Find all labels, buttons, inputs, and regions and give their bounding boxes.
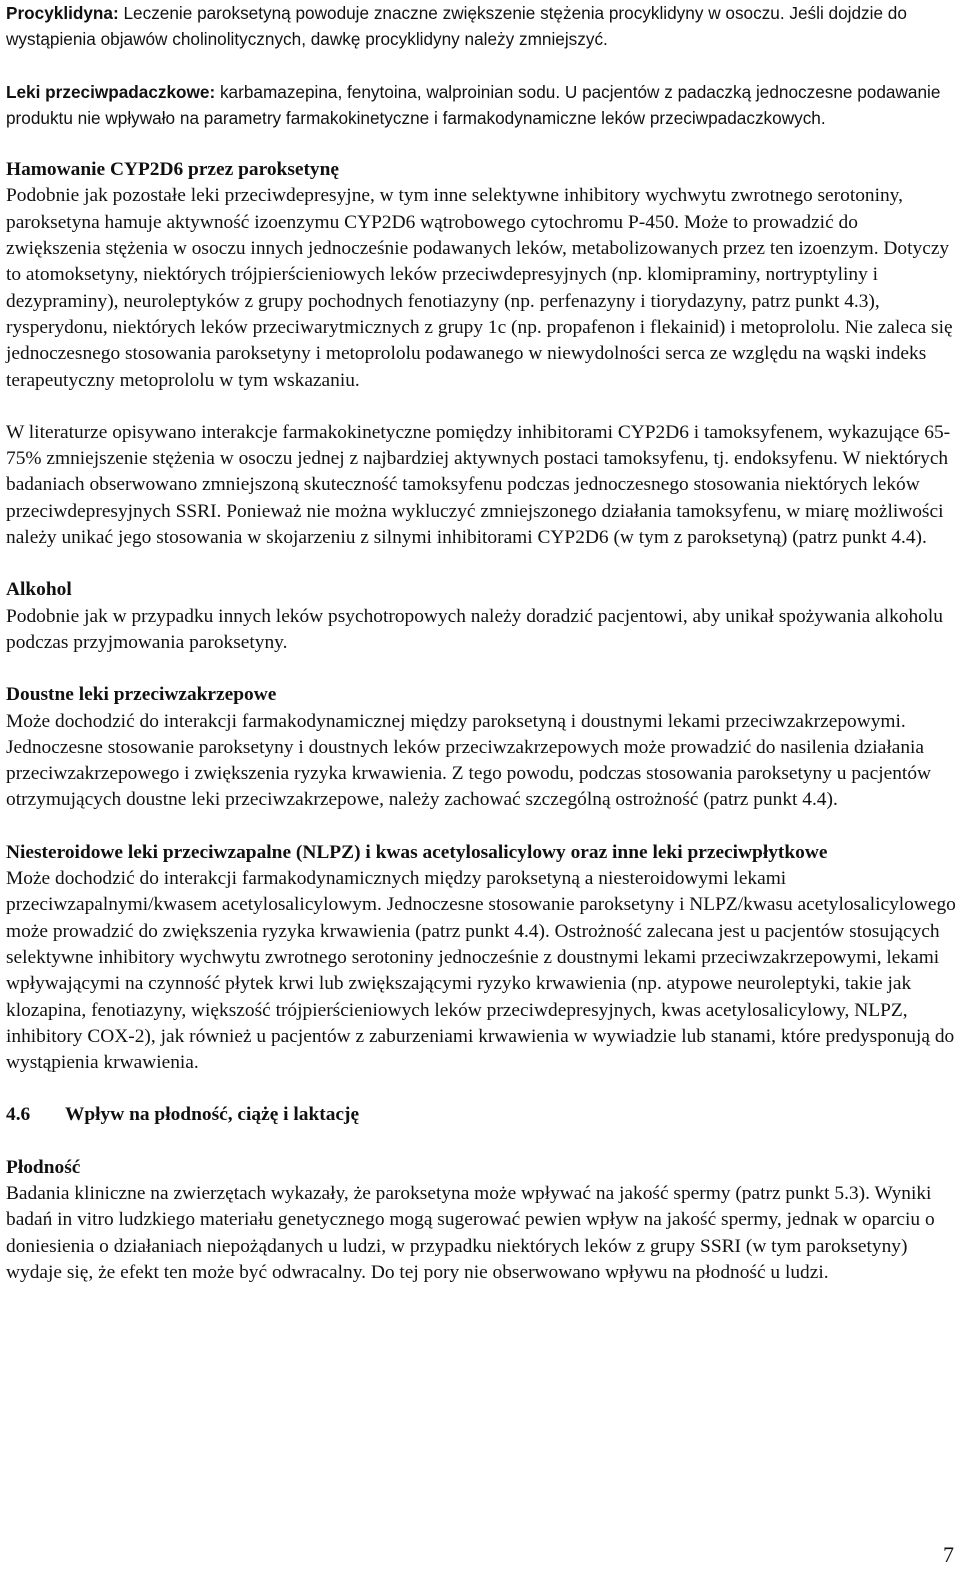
antiepileptic-label: Leki przeciwpadaczkowe: bbox=[6, 81, 216, 102]
procyklidyna-label: Procyklidyna: bbox=[6, 3, 119, 23]
procyklidyna-paragraph bbox=[6, 0, 956, 53]
antiepileptic-paragraph bbox=[6, 79, 956, 132]
procyklidyna-text: Leczenie paroksetyną powoduje znaczne zwiększenie stężenia procyklidyny w osoczu. Jeśli dojdzie do wystąpienia objawów cholinolitycznych, dawkę procyklidyny należy zmniejszyć. bbox=[6, 3, 907, 50]
tamoxifen-text: W literaturze opisywano interakcje farmakokinetyczne pomiędzy inhibitorami CYP2D6 i tamoksyfenem, wykazujące 65-75% zmniejszenie stężenia w osoczu jednej z najbardziej aktywnych postaci tamoksyfenu, tj. endoksyfenu. W niektórych badaniach obserwowano zmniejszoną skuteczność tamoksyfenu podczas jednoczesnego stosowania niektórych leków przeciwdepresyjnych SSRI. Ponieważ nie można wykluczyć zmniejszonego działania tamoksyfenu, w miarę możliwości należy unikać jego stosowania w skojarzeniu z silnymi inhibitorami CYP2D6 (w tym z paroksetyną) (patrz punkt 4.4). bbox=[6, 421, 951, 549]
alcohol-text: Podobnie jak w przypadku innych leków psychotropowych należy doradzić pacjentowi, aby unikał spożywania alkoholu podczas przyjmowania paroksetyny. bbox=[6, 605, 943, 653]
section-number: 4.6 bbox=[6, 1104, 31, 1126]
cyp2d6-heading: Hamowanie CYP2D6 przez paroksetynę bbox=[6, 159, 340, 181]
nsaid-text: Może dochodzić do interakcji farmakodynamicznych między paroksetyną a niesteroidowymi lekami przeciwzapalnymi/kwasem acetylosalicylowym. Jednoczesne stosowanie paroksetyny i NLPZ/kwasu acetylosalicylowego może prowadzić do zwiększenia ryzyka krwawienia (patrz punkt 4.4). Ostrożność zalecana jest u pacjentów stosujących selektywne inhibitory wychwytu zwrotnego serotoniny jednocześnie z doustnymi lekami przeciwzakrzepowymi, lekami wpływającymi na czynność płytek krwi lub zwiększającymi ryzyko krwawienia (np. atypowe neuroleptyki, takie jak klozapina, fenotiazyny, większość trójpierścieniowych leków przeciwdepresyjnych, kwas acetylosalicylowy, NLPZ, inhibitory COX-2), jak również u pacjentów z zaburzeniami krwawienia w wywiadzie lub stanami, które predysponują do wystąpienia krwawienia. bbox=[6, 868, 956, 1074]
section-title: Wpływ na płodność, ciążę i laktację bbox=[65, 1104, 360, 1126]
alcohol-heading: Alkohol bbox=[6, 579, 72, 601]
fertility-heading: Płodność bbox=[6, 1156, 81, 1178]
cyp2d6-text: Podobnie jak pozostałe leki przeciwdepresyjne, w tym inne selektywne inhibitory wychwytu zwrotnego serotoniny, paroksetyna hamuje aktywność izoenzymu CYP2D6 wątrobowego cytochromu P-450. Może to prowadzić do zwiększenia stężenia w osoczu innych jednocześnie podawanych leków, metabolizowanych przez ten izoenzym. Dotyczy to atomoksetyny, niektórych trójpierścieniowych leków przeciwdepresyjnych (np. klomipraminy, nortryptyliny i dezypraminy), neuroleptyków z grupy pochodnych fenotiazyny (np. perfenazyny i tiorydazyny, patrz punkt 4.3), rysperydonu, niektórych leków przeciwarytmicznych z grupy 1c (np. propafenon i flekainid) i metoprololu. Nie zaleca się jednoczesnego stosowania paroksetyny i metoprololu podawanego w niewydolności serca ze względu na wąski indeks terapeutyczny metoprololu w tym wskazaniu. bbox=[6, 185, 953, 391]
anticoagulants-heading: Doustne leki przeciwzakrzepowe bbox=[6, 684, 277, 706]
page-number: 7 bbox=[943, 1542, 954, 1567]
section-heading bbox=[6, 1102, 956, 1128]
document-page bbox=[6, 0, 956, 1286]
antiepileptic-text: karbamazepina, fenytoina, walproinian sodu. U pacjentów z padaczką jednoczesne podawanie produktu nie wpływało na parametry farmakokinetyczne i farmakodynamiczne leków przeciwpadaczkowych. bbox=[6, 81, 941, 128]
fertility-text: Badania kliniczne na zwierzętach wykazały, że paroksetyna może wpływać na jakość spermy (patrz punkt 5.3). Wyniki badań in vitro ludzkiego materiału genetycznego mogą sugerować pewien wpływ na jakość spermy, jednak w oparciu o doniesienia o działaniach niepożądanych u ludzi, w przypadku niektórych leków z grupy SSRI (w tym paroksetyny) wydaje się, że efekt ten może być odwracalny. Do tej pory nie obserwowano wpływu na płodność u ludzi. bbox=[6, 1182, 935, 1283]
nsaid-heading: Niesteroidowe leki przeciwzapalne (NLPZ) i kwas acetylosalicylowy oraz inne leki przeciwpłytkowe bbox=[6, 841, 828, 863]
anticoagulants-text: Może dochodzić do interakcji farmakodynamicznej między paroksetyną i doustnymi lekami przeciwzakrzepowymi. Jednoczesne stosowanie paroksetyny i doustnych leków przeciwzakrzepowych może prowadzić do nasilenia działania przeciwzakrzepowego i zwiększenia ryzyka krwawienia. Z tego powodu, podczas stosowania paroksetyny u pacjentów otrzymujących doustne leki przeciwzakrzepowe, należy zachować szczególną ostrożność (patrz punkt 4.4). bbox=[6, 710, 932, 811]
